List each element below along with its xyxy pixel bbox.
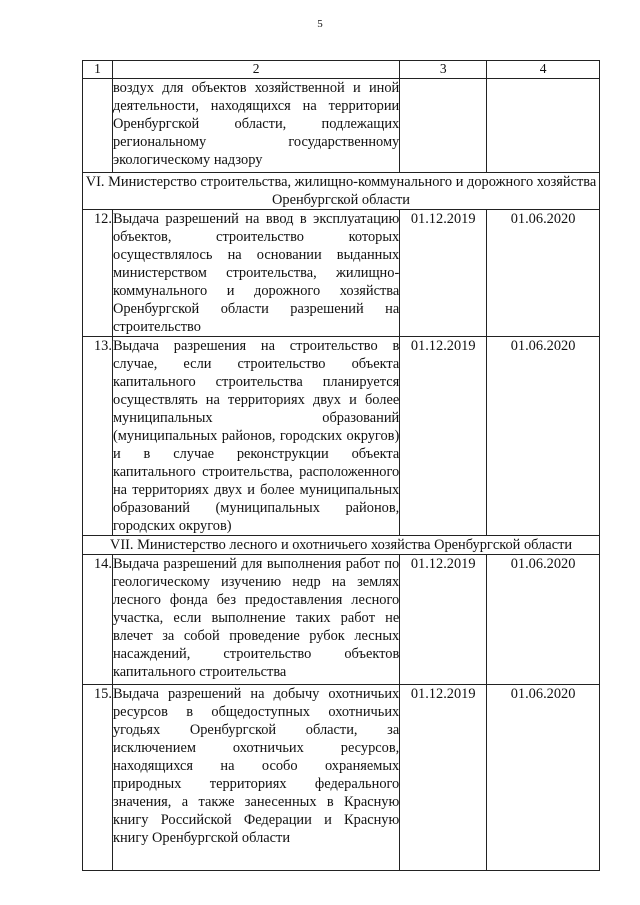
table-row bbox=[83, 685, 600, 871]
row-number: 13. bbox=[83, 337, 113, 536]
column-header-4: 4 bbox=[487, 61, 600, 79]
section-heading-vii: VII. Министерство лесного и охотничьего хозяйства Оренбургской области bbox=[83, 536, 600, 555]
section-heading-row bbox=[83, 173, 600, 210]
row-number: 12. bbox=[83, 210, 113, 337]
table-row bbox=[83, 555, 600, 685]
services-table bbox=[82, 60, 600, 871]
row-number: 14. bbox=[83, 555, 113, 685]
row-description: Выдача разрешений на добычу охотничьих ресурсов в общедоступных охотничьих угодьях Оренбургской области, за исключением охотничьих ресурсов, находящихся на особо охраняемых природных территориях федерального значения, а также занесенных в Красную книгу Российской Федерации и Красную книгу Оренбургской области bbox=[112, 685, 399, 871]
row-date-end: 01.06.2020 bbox=[487, 555, 600, 685]
section-heading-row bbox=[83, 536, 600, 555]
column-header-1: 1 bbox=[83, 61, 113, 79]
row-date-end bbox=[487, 79, 600, 173]
row-number: 15. bbox=[83, 685, 113, 871]
column-header-3: 3 bbox=[400, 61, 487, 79]
row-description: Выдача разрешений на ввод в эксплуатацию объектов, строительство которых осуществлялось на основании выданных министерством строительства, жилищно-коммунального и дорожного хозяйства Оренбургской области разрешений на строительство bbox=[112, 211, 400, 335]
row-date-start: 01.12.2019 bbox=[400, 685, 487, 871]
table-row bbox=[83, 337, 600, 536]
row-date-start: 01.12.2019 bbox=[400, 210, 487, 337]
row-date-end: 01.06.2020 bbox=[487, 337, 600, 536]
row-number-cell bbox=[83, 79, 113, 173]
table-row bbox=[83, 79, 600, 173]
row-date-end: 01.06.2020 bbox=[487, 685, 600, 871]
column-header-2: 2 bbox=[112, 61, 399, 79]
row-date-end: 01.06.2020 bbox=[487, 210, 600, 337]
row-description: Выдача разрешения на строительство в случае, если строительство объекта капитального строительства планируется осуществлять на территориях двух и более муниципальных образований (муниципальных районов, городских округов) и в случае реконструкции объекта капитального строительства, расположенного на территориях двух и более муниципальных образований (муниципальных районов, городских округов) bbox=[112, 338, 400, 534]
section-heading-vi: VI. Министерство строительства, жилищно-коммунального и дорожного хозяйства Оренбургской области bbox=[83, 173, 600, 210]
table-header-row bbox=[83, 61, 600, 79]
page-number: 5 bbox=[317, 18, 323, 30]
row-date-start bbox=[400, 79, 487, 173]
row-description: Выдача разрешений для выполнения работ по геологическому изучению недр на землях лесного фонда без предоставления лесного участка, если выполнение таких рабoт не влечет за собой проведение рубок лесных насаждений, строительство объектов капитального строительства bbox=[112, 555, 399, 685]
row-description: воздух для объектов хозяйственной и иной деятельности, находящихся на территории Оренбургской области, подлежащих региональному государственному экологическому надзору bbox=[112, 79, 399, 173]
row-date-start: 01.12.2019 bbox=[400, 337, 487, 536]
table-row bbox=[83, 210, 600, 337]
row-date-start: 01.12.2019 bbox=[400, 555, 487, 685]
